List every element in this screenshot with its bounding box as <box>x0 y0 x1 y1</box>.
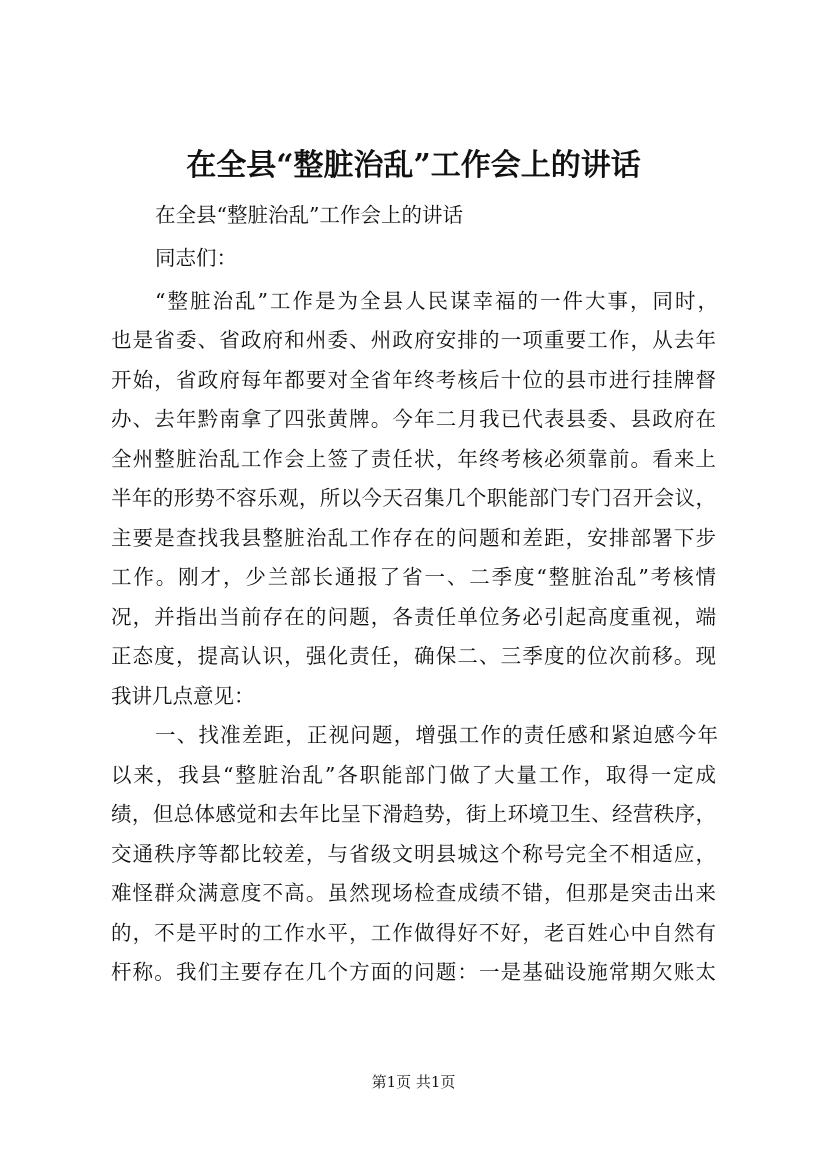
paragraph-line: 杆称。我们主要存在几个方面的问题：一是基础设施常期欠账太 <box>111 960 716 984</box>
paragraph-line: 工作。刚才，少兰部长通报了省一、二季度“整脏治乱”考核情 <box>111 565 716 589</box>
paragraph-line: 况，并指出当前存在的问题，各责任单位务必引起高度重视，端 <box>111 605 716 629</box>
paragraph-line: 主要是查找我县整脏治乱工作存在的问题和差距，安排部署下步 <box>111 526 716 550</box>
page-number-footer: 第1页 共1页 <box>371 1073 456 1091</box>
paragraph-line: 一、找准差距，正视问题，增强工作的责任感和紧迫感今年 <box>155 723 718 747</box>
paragraph-line: 以来，我县“整脏治乱”各职能部门做了大量工作，取得一定成 <box>111 763 716 787</box>
paragraph-line: 的，不是平时的工作水平，工作做得好不好，老百姓心中自然有 <box>111 921 716 945</box>
paragraph-line: 也是省委、省政府和州委、州政府安排的一项重要工作，从去年 <box>111 328 716 352</box>
paragraph-line: 绩，但总体感觉和去年比呈下滑趋势，街上环境卫生、经营秩序， <box>111 802 716 826</box>
paragraph-line: 开始，省政府每年都要对全省年终考核后十位的县市进行挂牌督 <box>111 368 716 392</box>
paragraph-line: 办、去年黔南拿了四张黄牌。今年二月我已代表县委、县政府在 <box>111 407 716 431</box>
paragraph-line: “整脏治乱”工作是为全县人民谋幸福的一件大事，同时， <box>155 289 718 313</box>
paragraph-line: 全州整脏治乱工作会上签了责任状，年终考核必须靠前。看来上 <box>111 447 716 471</box>
salutation-line: 同志们： <box>155 246 237 270</box>
paragraph-line: 难怪群众满意度不高。虽然现场检查成绩不错，但那是突击出来 <box>111 881 716 905</box>
paragraph-line: 半年的形势不容乐观，所以今天召集几个职能部门专门召开会议， <box>111 486 716 510</box>
paragraph-line: 我讲几点意见： <box>111 684 255 708</box>
document-title: 在全县“整脏治乱”工作会上的讲话 <box>186 148 641 183</box>
paragraph-line: 正态度，提高认识，强化责任，确保二、三季度的位次前移。现 <box>111 644 716 668</box>
paragraph-line: 交通秩序等都比较差，与省级文明县城这个称号完全不相适应， <box>111 842 716 866</box>
subtitle-line: 在全县“整脏治乱”工作会上的讲话 <box>155 203 463 227</box>
